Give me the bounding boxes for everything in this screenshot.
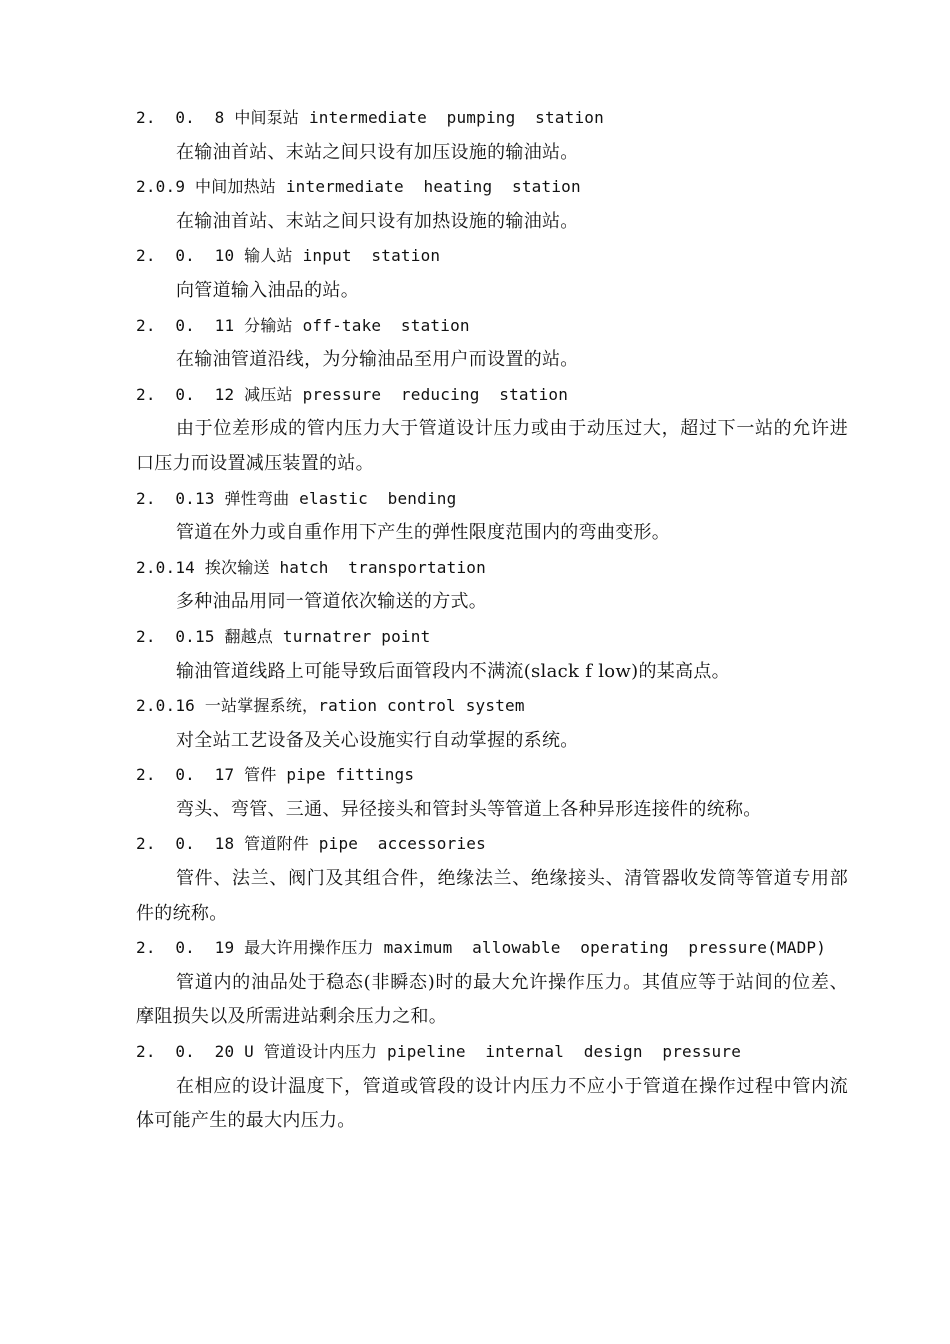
glossary-entry-2-0-18 bbox=[136, 827, 848, 931]
glossary-entry-2-0-12 bbox=[136, 378, 848, 482]
term-heading: 2. 0.13 弹性弯曲 elastic bending bbox=[136, 488, 457, 508]
term-definition: 多种油品用同一管道依次输送的方式。 bbox=[176, 591, 488, 613]
term-heading: 2.0.9 中间加热站 intermediate heating station bbox=[136, 177, 581, 197]
term-definition: 管道内的油品处于稳态(非瞬态)时的最大允许操作压力。其值应等于站间的位差、摩阻损失以及所需进站剩余压力之和。 bbox=[136, 971, 848, 1028]
term-definition: 向管道输入油品的站。 bbox=[176, 279, 359, 301]
glossary-entry-2-0-20 bbox=[136, 1035, 848, 1139]
term-definition: 在相应的设计温度下，管道或管段的设计内压力不应小于管道在操作过程中管内流体可能产生的最大内压力。 bbox=[136, 1075, 848, 1132]
term-heading: 2. 0. 12 减压站 pressure reducing station bbox=[136, 384, 569, 404]
term-heading: 2. 0. 11 分输站 off-take station bbox=[136, 315, 470, 335]
glossary-entry-2-0-16 bbox=[136, 689, 848, 758]
term-definition: 输油管道线路上可能导致后面管段内不满流(slack f low)的某高点。 bbox=[176, 660, 730, 682]
glossary-entry-2-0-8 bbox=[136, 101, 848, 170]
term-heading: 2. 0.15 翻越点 turnatrer point bbox=[136, 626, 431, 646]
glossary-entry-2-0-19 bbox=[136, 931, 848, 1035]
glossary-entry-2-0-10 bbox=[136, 239, 848, 308]
glossary-entry-2-0-17 bbox=[136, 758, 848, 827]
term-definition: 弯头、弯管、三通、异径接头和管封头等管道上各种异形连接件的统称。 bbox=[176, 798, 762, 820]
glossary-entry-2-0-13 bbox=[136, 482, 848, 551]
glossary-entry-2-0-11 bbox=[136, 309, 848, 378]
term-definition: 管道在外力或自重作用下产生的弹性限度范围内的弯曲变形。 bbox=[176, 522, 671, 544]
term-definition: 在输油首站、末站之间只设有加压设施的输油站。 bbox=[176, 141, 579, 163]
glossary-entry-2-0-15 bbox=[136, 620, 848, 689]
term-definition: 由于位差形成的管内压力大于管道设计压力或由于动压过大，超过下一站的允许进口压力而设置减压装置的站。 bbox=[136, 418, 848, 474]
term-definition: 在输油首站、末站之间只设有加热设施的输油站。 bbox=[176, 210, 579, 232]
term-heading: 2.0.14 挨次输送 hatch transportation bbox=[136, 557, 486, 577]
term-heading: 2. 0. 17 管件 pipe fittings bbox=[136, 765, 415, 785]
term-heading: 2. 0. 19 最大许用操作压力 maximum allowable operating pressure(MADP) bbox=[136, 938, 827, 958]
glossary-entry-2-0-14 bbox=[136, 551, 848, 620]
term-heading: 2. 0. 8 中间泵站 intermediate pumping station bbox=[136, 108, 604, 127]
term-heading: 2. 0. 18 管道附件 pipe accessories bbox=[136, 834, 486, 854]
term-heading: 2.0.16 一站掌握系统，ration control system bbox=[136, 696, 525, 716]
term-definition: 对全站工艺设备及关心设施实行自动掌握的系统。 bbox=[176, 729, 579, 751]
glossary-entry-2-0-9 bbox=[136, 170, 848, 239]
term-heading: 2. 0. 10 输人站 input station bbox=[136, 246, 441, 266]
glossary-list bbox=[136, 101, 848, 1139]
term-heading: 2. 0. 20 U 管道设计内压力 pipeline internal design pressure bbox=[136, 1042, 742, 1062]
term-definition: 管件、法兰、阀门及其组合件，绝缘法兰、绝缘接头、清管器收发筒等管道专用部件的统称。 bbox=[136, 868, 848, 924]
term-definition: 在输油管道沿线，为分输油品至用户而设置的站。 bbox=[176, 349, 579, 371]
